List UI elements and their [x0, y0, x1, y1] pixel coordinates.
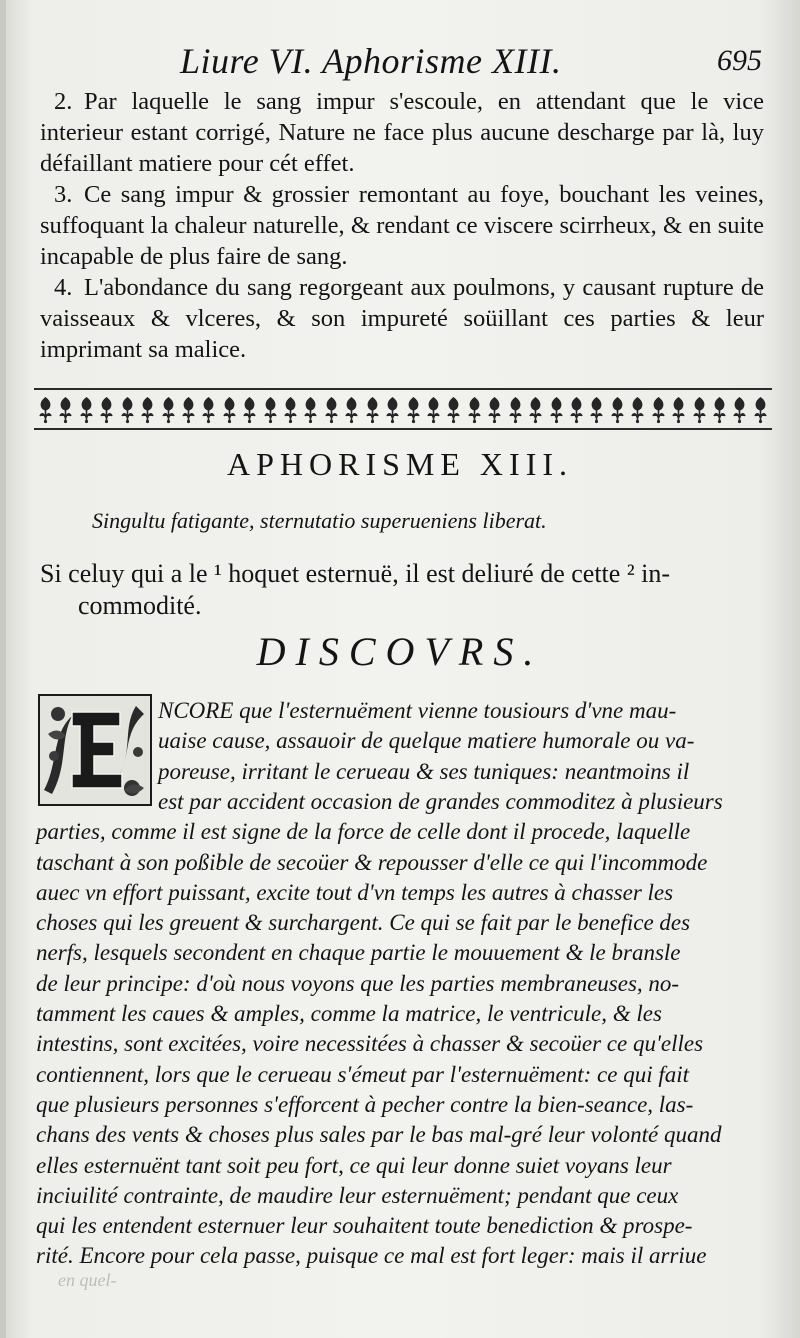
fleuron-icon	[465, 394, 484, 424]
list-item-text: L'abondance du sang regorgeant aux poulmons, y causant rupture de vaisseaux & vlceres, & son impureté soüillant ces parties & leur imprimant sa malice.	[40, 274, 764, 363]
list-item	[40, 179, 764, 272]
discours-line: de leur principe: d'où nous voyons que les parties membraneuses, no-	[36, 970, 680, 996]
discours-line: que plusieurs personnes s'efforcent à pecher contre la bien-seance, las-	[36, 1091, 694, 1117]
list-item-text: Ce sang impur & grossier remontant au foye, bouchant les veines, suffoquant la chaleur naturelle, & rendant ce viscere scirrheux, & en suite incapable de plus faire de sang.	[40, 181, 764, 270]
discours-line: parties, comme il est signe de la force de celle dont il procede, laquelle	[36, 819, 691, 845]
list-item-number: 4.	[54, 274, 73, 301]
fleuron-icon	[220, 394, 239, 424]
fleuron-icon	[628, 394, 647, 424]
translation-line-1: Si celuy qui a le ¹ hoquet esternuë, il est deliuré de cette ² in-	[40, 559, 670, 588]
fleuron-icon	[424, 394, 443, 424]
discours-line: elles esternuënt tant soit peu fort, ce qui leur donne suiet voyans leur	[36, 1152, 672, 1178]
fleuron-icon	[730, 394, 749, 424]
fleuron-icon	[608, 394, 627, 424]
fleuron-icon	[649, 394, 668, 424]
discours-line: choses qui les greuent & surchargent. Ce qui se fait par le benefice des	[36, 910, 691, 936]
latin-aphorism: Singultu fatigante, sternutatio superueniens liberat.	[92, 508, 547, 533]
fleuron-icon	[444, 394, 463, 424]
list-item	[40, 86, 764, 179]
fleuron-icon	[383, 394, 402, 424]
dropcap-e-icon	[38, 694, 152, 806]
list-item-number: 3.	[54, 181, 73, 208]
fleuron-icon	[118, 394, 137, 424]
aphorism-heading: APHORISME XIII.	[227, 446, 573, 482]
fleuron-icon	[690, 394, 709, 424]
discours-line: rité. Encore pour cela passe, puisque ce mal est fort leger: mais il arriue	[36, 1243, 707, 1269]
fleuron-icon	[261, 394, 280, 424]
fleuron-icon	[199, 394, 218, 424]
list-item-number: 2.	[54, 88, 73, 115]
fleuron-icon	[342, 394, 361, 424]
fleuron-icon	[669, 394, 688, 424]
discours-line: uaise cause, assauoir de quelque matiere humorale ou va-	[158, 728, 695, 754]
fleuron-icon	[506, 394, 525, 424]
discours-heading: DISCOVRS.	[256, 629, 544, 674]
fleuron-icon	[751, 394, 770, 424]
discours-line: contiennent, lors que le cerueau s'émeut par l'esternuëment: ce qui fait	[36, 1061, 690, 1087]
discours-line: inciuilité contrainte, de maudire leur esternuëment; pendant que ceux	[36, 1182, 679, 1208]
discours-line: intestins, sont excitées, voire necessitées à chasser & secoüer ce qu'elles	[36, 1031, 704, 1057]
page-header	[0, 40, 800, 86]
fleuron-icon	[322, 394, 341, 424]
discours-line: qui les entendent esternuer leur souhaitent toute benediction & prospe-	[36, 1213, 693, 1239]
discours-line: poreuse, irritant le cerueau & ses tuniques: neantmoins il	[158, 758, 690, 784]
fleuron-icon	[36, 394, 55, 424]
fleuron-icon	[404, 394, 423, 424]
fleuron-icon	[240, 394, 259, 424]
fleuron-icon	[485, 394, 504, 424]
discours-line: tamment les caues & amples, comme la matrice, le ventricule, & les	[36, 1001, 662, 1026]
fleuron-icon	[56, 394, 75, 424]
fleuron-icon	[301, 394, 320, 424]
discours-line: chans des vents & choses plus sales par le bas mal-gré leur volonté quand	[36, 1122, 722, 1148]
fleuron-icon	[526, 394, 545, 424]
catchword: en quel-	[58, 1270, 117, 1290]
list-item-text: Par laquelle le sang impur s'escoule, en attendant que le vice interieur estant corrigé, Nature ne face plus aucune descharge par là, luy défaillant matiere pour cét effet.	[40, 88, 764, 177]
fleuron-icon	[97, 394, 116, 424]
discours-line: taschant à son poßible de secoüer & repousser d'elle ce qui l'incommode	[36, 849, 708, 875]
page-number: 695	[717, 44, 762, 77]
fleuron-icon	[363, 394, 382, 424]
list-item	[40, 272, 764, 365]
discours-line: NCORE que l'esternuëment vienne tousiours d'vne mau-	[158, 698, 677, 723]
discours-line: nerfs, lesquels secondent en chaque partie le mouuement & le bransle	[36, 940, 681, 966]
fleuron-icon	[138, 394, 157, 424]
fleuron-icon	[77, 394, 96, 424]
fleuron-icon	[159, 394, 178, 424]
fleuron-icon	[587, 394, 606, 424]
translation-line-2: commodité.	[78, 591, 202, 620]
fleuron-icon	[281, 394, 300, 424]
fleuron-ornament-band	[34, 388, 772, 430]
fleuron-icon	[179, 394, 198, 424]
discours-line: auec vn effort puissant, excite tout d'vn temps les autres à chasser les	[36, 879, 674, 905]
fleuron-icon	[547, 394, 566, 424]
running-head: Liure VI. Aphorisme XIII.	[180, 41, 562, 81]
fleuron-icon	[567, 394, 586, 424]
aphorism-translation	[40, 558, 764, 622]
discours-line: est par accident occasion de grandes commoditez à plusieurs	[158, 788, 723, 814]
fleuron-icon	[710, 394, 729, 424]
